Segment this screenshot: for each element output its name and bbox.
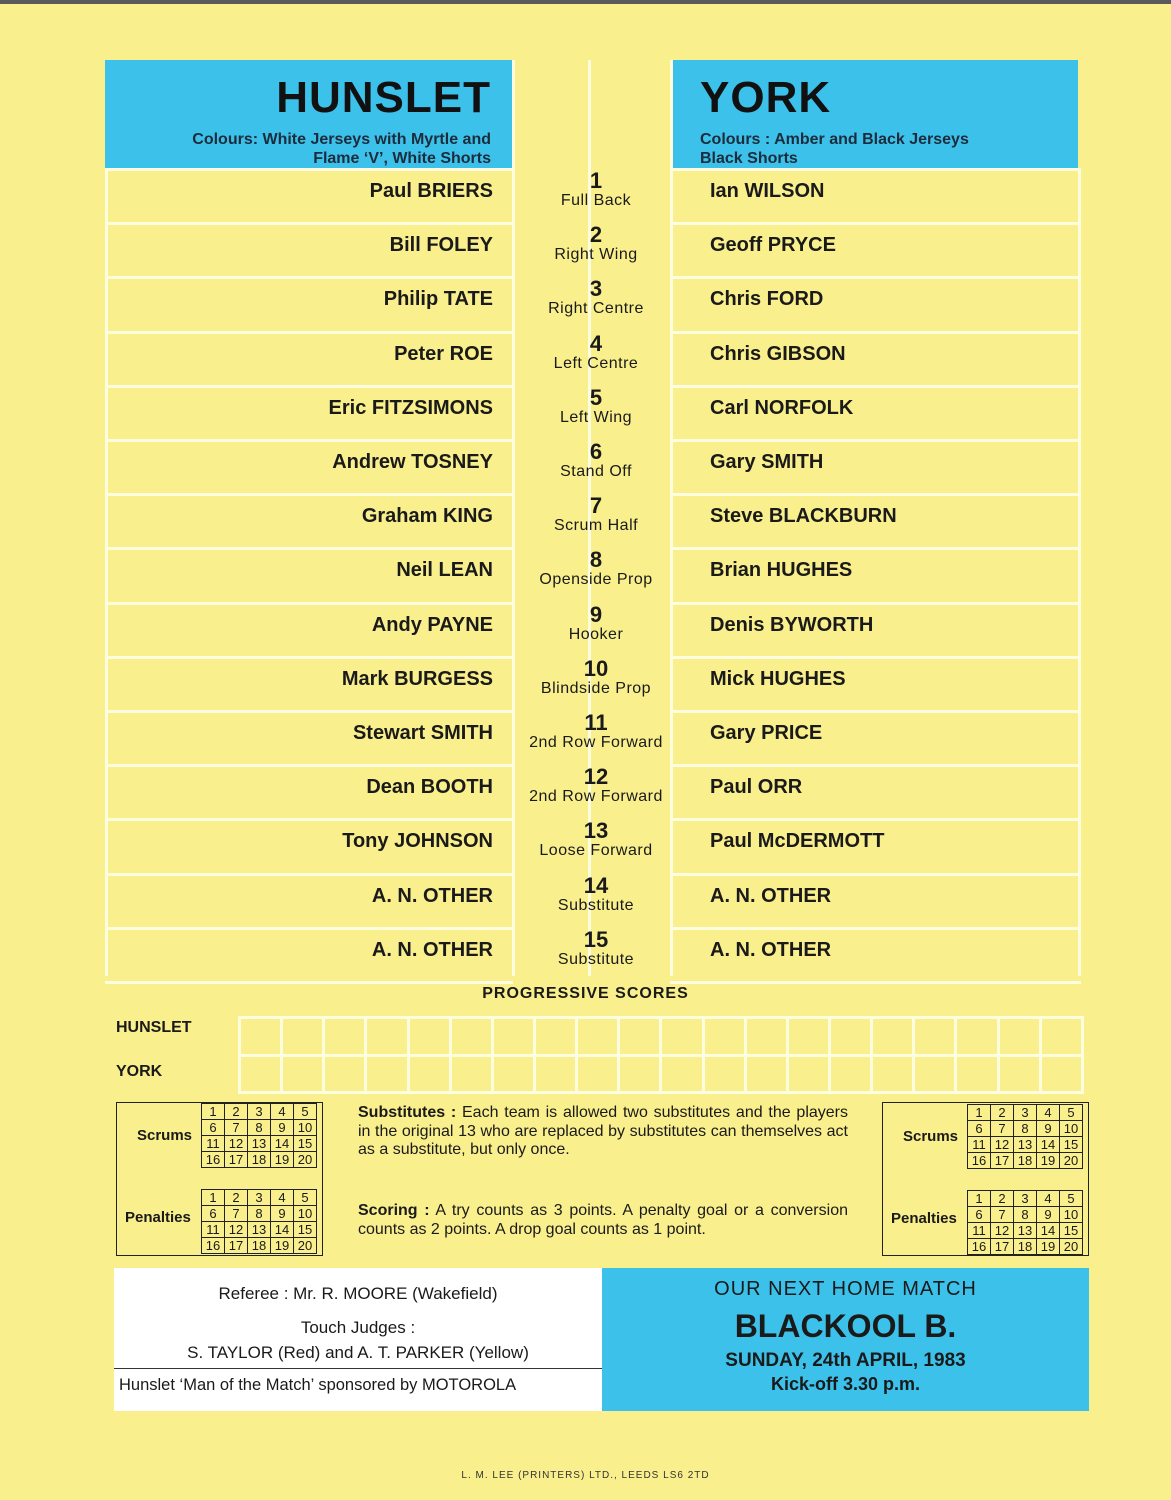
progressive-score-cell[interactable] xyxy=(956,1055,998,1093)
home-player-name: Peter ROE xyxy=(394,343,493,365)
tally-cell[interactable]: 4 xyxy=(271,1190,294,1206)
substitutes-heading: Substitutes : xyxy=(358,1104,457,1121)
lineup-row xyxy=(105,764,1083,822)
progressive-score-cell[interactable] xyxy=(914,1055,956,1093)
shirt-number: 11 xyxy=(584,710,608,735)
away-player-name: Steve BLACKBURN xyxy=(710,505,897,527)
tally-cell[interactable]: 12 xyxy=(225,1136,248,1152)
position-name: Left Wing xyxy=(559,409,633,426)
tally-cell[interactable]: 13 xyxy=(1014,1137,1037,1153)
shirt-number: 2 xyxy=(589,222,603,247)
home-player-name: Tony JOHNSON xyxy=(342,830,493,852)
home-player-name: A. N. OTHER xyxy=(371,939,493,961)
tally-cell[interactable]: 19 xyxy=(1037,1239,1060,1255)
away-penalties-tally[interactable] xyxy=(967,1190,1083,1255)
tally-cell[interactable]: 5 xyxy=(1060,1105,1083,1121)
tally-cell[interactable]: 8 xyxy=(248,1120,271,1136)
progressive-score-cell[interactable] xyxy=(366,1055,408,1093)
tally-cell[interactable]: 18 xyxy=(248,1238,271,1254)
next-match-opponent: BLACKOOL B. xyxy=(734,1308,957,1344)
lineup-row xyxy=(105,493,1083,551)
away-player-name: Denis BYWORTH xyxy=(710,614,874,636)
progressive-score-cell[interactable] xyxy=(366,1018,408,1056)
lineup-row xyxy=(105,385,1083,443)
progressive-score-cell[interactable] xyxy=(619,1018,661,1056)
home-player-name: Paul BRIERS xyxy=(369,180,493,202)
position-name: 2nd Row Forward xyxy=(529,788,663,805)
scoring-heading: Scoring : xyxy=(358,1202,430,1219)
touch-judges-title: Touch Judges : xyxy=(300,1318,416,1337)
tally-cell[interactable]: 3 xyxy=(1014,1191,1037,1207)
tally-cell[interactable]: 1 xyxy=(968,1105,991,1121)
progressive-score-cell[interactable] xyxy=(661,1055,703,1093)
progressive-score-cell[interactable] xyxy=(829,1018,871,1056)
printer-imprint: L. M. LEE (PRINTERS) LTD., LEEDS LS6 2TD xyxy=(461,1470,710,1481)
progressive-score-cell[interactable] xyxy=(240,1055,282,1093)
progressive-score-cell[interactable] xyxy=(324,1055,366,1093)
tally-cell[interactable]: 4 xyxy=(1037,1105,1060,1121)
progressive-score-cell[interactable] xyxy=(534,1055,576,1093)
next-match-date: SUNDAY, 24th APRIL, 1983 xyxy=(725,1350,966,1371)
tally-cell[interactable]: 18 xyxy=(248,1152,271,1168)
away-player-name: Ian WILSON xyxy=(710,180,825,202)
home-team-name: HUNSLET xyxy=(276,73,491,122)
position-name: Openside Prop xyxy=(539,571,653,588)
position-name: 2nd Row Forward xyxy=(529,734,663,751)
substitutes-text: Each team is allowed two substitutes and the players in the original 13 who are replaced by substitutes can themselves act as a substitute, but only once. xyxy=(358,1104,849,1158)
tally-cell[interactable]: 17 xyxy=(991,1239,1014,1255)
tally-cell[interactable]: 17 xyxy=(225,1152,248,1168)
tally-cell[interactable]: 9 xyxy=(1037,1121,1060,1137)
tally-cell[interactable]: 7 xyxy=(991,1207,1014,1223)
away-player-name: Gary SMITH xyxy=(710,451,824,473)
home-player-name: Graham KING xyxy=(361,505,493,527)
tally-cell[interactable]: 6 xyxy=(968,1121,991,1137)
tally-cell[interactable]: 20 xyxy=(294,1152,317,1168)
home-tally-box xyxy=(116,1102,323,1256)
home-colours-line-2: Flame ‘V’, White Shorts xyxy=(313,150,491,167)
tally-cell[interactable]: 9 xyxy=(271,1120,294,1136)
position-name: Blindside Prop xyxy=(540,680,652,697)
tally-cell[interactable]: 6 xyxy=(968,1207,991,1223)
progressive-score-cell[interactable] xyxy=(1040,1055,1082,1093)
progressive-scores-title: PROGRESSIVE SCORES xyxy=(482,985,689,1002)
tally-cell[interactable]: 15 xyxy=(294,1222,317,1238)
away-player-name: Brian HUGHES xyxy=(710,559,853,581)
tally-cell[interactable]: 3 xyxy=(248,1104,271,1120)
progressive-score-cell[interactable] xyxy=(956,1018,998,1056)
tally-cell[interactable]: 13 xyxy=(248,1222,271,1238)
tally-cell[interactable]: 11 xyxy=(202,1136,225,1152)
away-player-name: Chris FORD xyxy=(710,288,824,310)
home-player-name: Neil LEAN xyxy=(396,559,493,581)
away-colours-line-2: Black Shorts xyxy=(700,150,798,167)
shirt-number: 13 xyxy=(583,818,609,843)
grid-horizontal-line xyxy=(105,168,513,171)
shirt-number: 10 xyxy=(583,656,609,681)
away-player-name: Paul ORR xyxy=(710,776,803,798)
home-scrums-label: Scrums xyxy=(137,1127,193,1144)
lineup-row xyxy=(105,222,1083,280)
tally-cell[interactable]: 11 xyxy=(202,1222,225,1238)
tally-cell[interactable]: 2 xyxy=(991,1191,1014,1207)
tally-cell[interactable]: 11 xyxy=(968,1137,991,1153)
progressive-score-cell[interactable] xyxy=(240,1018,282,1056)
away-tally-box xyxy=(882,1102,1089,1256)
home-player-name: Philip TATE xyxy=(383,288,493,310)
tally-cell[interactable]: 5 xyxy=(294,1190,317,1206)
lineup-row xyxy=(105,656,1083,714)
next-match-title: OUR NEXT HOME MATCH xyxy=(714,1278,977,1300)
touch-judges-names: S. TAYLOR (Red) and A. T. PARKER (Yellow) xyxy=(187,1343,529,1362)
away-team-colours xyxy=(700,130,1078,168)
progressive-score-cell[interactable] xyxy=(872,1018,914,1056)
shirt-number: 5 xyxy=(589,385,603,410)
tally-cell[interactable]: 15 xyxy=(1060,1223,1083,1239)
progressive-score-cell[interactable] xyxy=(787,1018,829,1056)
position-name: Left Centre xyxy=(553,355,639,372)
home-scrums-tally[interactable] xyxy=(201,1103,317,1168)
progressive-score-cell[interactable] xyxy=(450,1018,492,1056)
tally-cell[interactable]: 16 xyxy=(202,1152,225,1168)
shirt-number: 12 xyxy=(583,764,609,789)
away-player-name: A. N. OTHER xyxy=(710,939,832,961)
grid-horizontal-line xyxy=(670,168,1081,171)
position-name: Full Back xyxy=(560,192,632,209)
tally-cell[interactable]: 12 xyxy=(225,1222,248,1238)
tally-cell[interactable]: 19 xyxy=(1037,1153,1060,1169)
shirt-number: 8 xyxy=(589,547,603,572)
lineup-row xyxy=(105,927,1083,985)
tally-cell[interactable]: 20 xyxy=(294,1238,317,1254)
position-name: Right Centre xyxy=(548,300,644,317)
shirt-number: 15 xyxy=(583,927,609,952)
away-player-name: Chris GIBSON xyxy=(710,343,846,365)
away-team-header xyxy=(670,60,1078,168)
progressive-score-cell[interactable] xyxy=(282,1055,324,1093)
away-scrums-tally[interactable] xyxy=(967,1104,1083,1169)
position-name: Scrum Half xyxy=(553,517,639,534)
home-colours-line-1: Colours: White Jerseys with Myrtle and xyxy=(192,131,491,148)
lineup-row xyxy=(105,439,1083,497)
tally-cell[interactable]: 7 xyxy=(225,1206,248,1222)
officials-panel xyxy=(114,1268,602,1411)
tally-cell[interactable]: 16 xyxy=(968,1239,991,1255)
lineup-row xyxy=(105,710,1083,768)
home-player-name: Stewart SMITH xyxy=(352,722,493,744)
tally-cell[interactable]: 9 xyxy=(1037,1207,1060,1223)
tally-cell[interactable]: 8 xyxy=(1014,1207,1037,1223)
shirt-number: 7 xyxy=(589,493,603,518)
away-player-name: Paul McDERMOTT xyxy=(710,830,885,852)
lineup-row xyxy=(105,331,1083,389)
progressive-score-cell[interactable] xyxy=(787,1055,829,1093)
progressive-score-cell[interactable] xyxy=(324,1018,366,1056)
progressive-score-cell[interactable] xyxy=(577,1018,619,1056)
position-name: Right Wing xyxy=(554,246,638,263)
tally-cell[interactable]: 16 xyxy=(968,1153,991,1169)
tally-cell[interactable]: 2 xyxy=(225,1190,248,1206)
tally-cell[interactable]: 10 xyxy=(294,1120,317,1136)
progressive-score-cell[interactable] xyxy=(998,1055,1040,1093)
home-player-name: Andy PAYNE xyxy=(371,614,493,636)
shirt-number: 1 xyxy=(589,168,603,193)
tally-cell[interactable]: 3 xyxy=(248,1190,271,1206)
next-match-kickoff: Kick-off 3.30 p.m. xyxy=(770,1374,921,1394)
tally-cell[interactable]: 1 xyxy=(202,1104,225,1120)
tally-cell[interactable]: 16 xyxy=(202,1238,225,1254)
tally-cell[interactable]: 8 xyxy=(248,1206,271,1222)
progressive-score-cell[interactable] xyxy=(829,1055,871,1093)
shirt-number: 9 xyxy=(589,602,603,627)
tally-cell[interactable]: 4 xyxy=(271,1104,294,1120)
home-player-name: Dean BOOTH xyxy=(366,776,493,798)
lineup-row xyxy=(105,547,1083,605)
position-name: Substitute xyxy=(557,951,635,968)
lineup-row xyxy=(105,873,1083,931)
top-edge-line xyxy=(0,0,1171,4)
progressive-score-cell[interactable] xyxy=(661,1018,703,1056)
tally-cell[interactable]: 3 xyxy=(1014,1105,1037,1121)
progressive-score-cell[interactable] xyxy=(282,1018,324,1056)
tally-cell[interactable]: 10 xyxy=(1060,1207,1083,1223)
tally-cell[interactable]: 7 xyxy=(225,1120,248,1136)
substitutes-rule xyxy=(358,1104,848,1160)
position-name: Hooker xyxy=(568,626,624,643)
home-player-name: Bill FOLEY xyxy=(389,234,493,256)
officials-divider xyxy=(114,1368,602,1369)
tally-cell[interactable]: 5 xyxy=(1060,1191,1083,1207)
tally-cell[interactable]: 8 xyxy=(1014,1121,1037,1137)
tally-cell[interactable]: 15 xyxy=(1060,1137,1083,1153)
home-player-name: A. N. OTHER xyxy=(371,885,493,907)
progressive-score-cell[interactable] xyxy=(619,1055,661,1093)
away-player-name: Geoff PRYCE xyxy=(710,234,836,256)
tally-cell[interactable]: 12 xyxy=(991,1223,1014,1239)
tally-cell[interactable]: 5 xyxy=(294,1104,317,1120)
home-player-name: Eric FITZSIMONS xyxy=(328,397,493,419)
scoring-rule xyxy=(358,1202,848,1239)
tally-cell[interactable]: 1 xyxy=(202,1190,225,1206)
progressive-score-cell[interactable] xyxy=(408,1018,450,1056)
man-of-the-match-line: Hunslet ‘Man of the Match’ sponsored by MOTOROLA xyxy=(119,1376,517,1394)
scoring-text: A try counts as 3 points. A penalty goal or a conversion counts as 2 points. A drop goal counts as 1 point. xyxy=(358,1202,848,1238)
tally-cell[interactable]: 19 xyxy=(271,1238,294,1254)
progressive-score-cell[interactable] xyxy=(492,1018,534,1056)
progressive-score-cell[interactable] xyxy=(408,1055,450,1093)
home-team-colours xyxy=(105,130,491,168)
away-player-name: Carl NORFOLK xyxy=(710,397,854,419)
tally-cell[interactable]: 18 xyxy=(1014,1239,1037,1255)
tally-cell[interactable]: 13 xyxy=(248,1136,271,1152)
away-team-name: YORK xyxy=(700,73,832,122)
progressive-score-cell[interactable] xyxy=(703,1018,745,1056)
tally-cell[interactable]: 10 xyxy=(1060,1121,1083,1137)
away-scrums-label: Scrums xyxy=(903,1128,959,1145)
tally-cell[interactable]: 7 xyxy=(991,1121,1014,1137)
tally-cell[interactable]: 4 xyxy=(1037,1191,1060,1207)
progressive-score-cell[interactable] xyxy=(872,1055,914,1093)
tally-cell[interactable]: 14 xyxy=(271,1222,294,1238)
home-player-name: Andrew TOSNEY xyxy=(332,451,493,473)
away-penalties-label: Penalties xyxy=(891,1210,957,1227)
tally-cell[interactable]: 2 xyxy=(991,1105,1014,1121)
progressive-away-label: YORK xyxy=(116,1063,163,1080)
home-penalties-tally[interactable] xyxy=(201,1189,317,1254)
progressive-home-label: HUNSLET xyxy=(116,1019,192,1036)
tally-cell[interactable]: 14 xyxy=(271,1136,294,1152)
tally-cell[interactable]: 11 xyxy=(968,1223,991,1239)
progressive-score-cell[interactable] xyxy=(745,1018,787,1056)
lineup-row xyxy=(105,818,1083,876)
away-player-name: A. N. OTHER xyxy=(710,885,832,907)
tally-cell[interactable]: 18 xyxy=(1014,1153,1037,1169)
progressive-score-cell[interactable] xyxy=(914,1018,956,1056)
tally-cell[interactable]: 14 xyxy=(1037,1137,1060,1153)
position-name: Substitute xyxy=(557,897,635,914)
tally-cell[interactable]: 9 xyxy=(271,1206,294,1222)
lineup-row xyxy=(105,276,1083,334)
tally-cell[interactable]: 10 xyxy=(294,1206,317,1222)
progressive-score-cell[interactable] xyxy=(998,1018,1040,1056)
progressive-score-cell[interactable] xyxy=(534,1018,576,1056)
away-colours-line-1: Colours : Amber and Black Jerseys xyxy=(700,131,969,148)
tally-cell[interactable]: 19 xyxy=(271,1152,294,1168)
home-player-name: Mark BURGESS xyxy=(341,668,493,690)
shirt-number: 14 xyxy=(583,873,609,898)
tally-cell[interactable]: 6 xyxy=(202,1120,225,1136)
shirt-number: 3 xyxy=(589,276,603,301)
progressive-score-cell[interactable] xyxy=(1040,1018,1082,1056)
progressive-score-cell[interactable] xyxy=(450,1055,492,1093)
tally-cell[interactable]: 1 xyxy=(968,1191,991,1207)
progressive-scores-grid[interactable] xyxy=(238,1016,1084,1094)
tally-cell[interactable]: 14 xyxy=(1037,1223,1060,1239)
progressive-score-cell[interactable] xyxy=(492,1055,534,1093)
shirt-number: 6 xyxy=(589,439,603,464)
progressive-score-cell[interactable] xyxy=(745,1055,787,1093)
position-name: Stand Off xyxy=(560,463,632,480)
home-penalties-label: Penalties xyxy=(125,1209,191,1226)
referee-line: Referee : Mr. R. MOORE (Wakefield) xyxy=(218,1284,498,1303)
tally-cell[interactable]: 17 xyxy=(225,1238,248,1254)
away-player-name: Mick HUGHES xyxy=(710,668,846,690)
progressive-score-cell[interactable] xyxy=(703,1055,745,1093)
tally-cell[interactable]: 15 xyxy=(294,1136,317,1152)
progressive-score-cell[interactable] xyxy=(577,1055,619,1093)
lineup-row xyxy=(105,602,1083,660)
tally-cell[interactable]: 13 xyxy=(1014,1223,1037,1239)
tally-cell[interactable]: 6 xyxy=(202,1206,225,1222)
away-player-name: Gary PRICE xyxy=(710,722,823,744)
lineup-row xyxy=(105,168,1083,226)
tally-cell[interactable]: 2 xyxy=(225,1104,248,1120)
tally-cell[interactable]: 12 xyxy=(991,1137,1014,1153)
position-name: Loose Forward xyxy=(539,842,653,859)
shirt-number: 4 xyxy=(589,331,603,356)
tally-cell[interactable]: 17 xyxy=(991,1153,1014,1169)
tally-cell[interactable]: 20 xyxy=(1060,1153,1083,1169)
next-home-match-panel xyxy=(602,1268,1089,1411)
home-team-header xyxy=(105,60,513,168)
tally-cell[interactable]: 20 xyxy=(1060,1239,1083,1255)
